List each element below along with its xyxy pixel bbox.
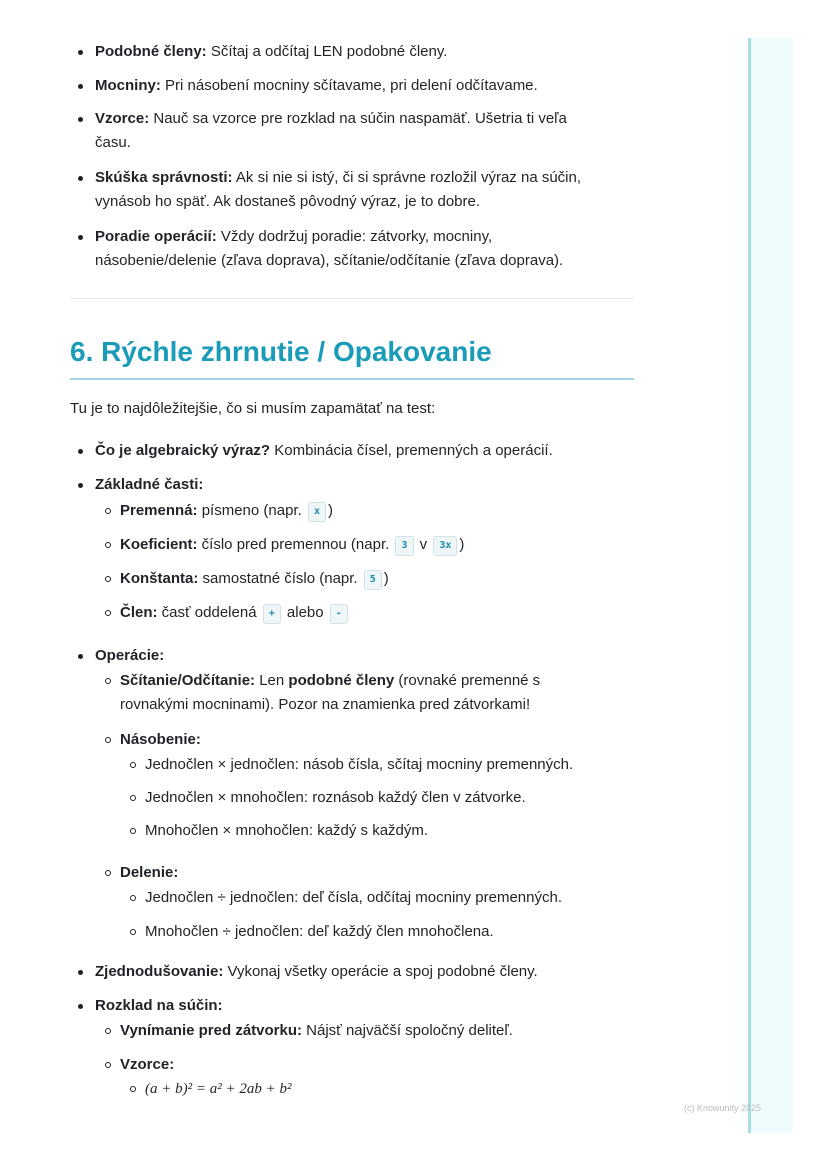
list-item: Násobenie: bbox=[120, 731, 201, 748]
code-chip: 3x bbox=[433, 536, 457, 556]
list-item: Vzorce: bbox=[120, 1056, 175, 1073]
list-item-cont: času. bbox=[95, 134, 131, 151]
list-item: Premenná: písmeno (napr. x ) bbox=[120, 501, 333, 522]
code-chip: - bbox=[330, 604, 348, 624]
list-item: Jednočlen × jednočlen: násob čísla, sčítaj mocniny premenných. bbox=[145, 756, 574, 773]
list-item: Rozklad na súčin: bbox=[95, 997, 223, 1014]
list-item: Delenie: bbox=[120, 864, 179, 881]
list-item: Vynímanie pred zátvorku: Nájsť najväčší spoločný deliteľ. bbox=[120, 1022, 513, 1039]
list-item: Jednočlen × mnohočlen: roznásob každý člen v zátvorke. bbox=[145, 789, 526, 806]
list-item: Podobné členy: Sčítaj a odčítaj LEN podobné členy. bbox=[95, 43, 448, 60]
code-chip: x bbox=[308, 502, 326, 522]
list-item: Jednočlen ÷ jednočlen: deľ čísla, odčítaj mocniny premenných. bbox=[145, 889, 563, 906]
list-item: Konštanta: samostatné číslo (napr. 5 ) bbox=[120, 569, 389, 590]
list-item-cont: rovnakými mocninami). Pozor na znamienka pred zátvorkami! bbox=[120, 696, 531, 713]
title-underline bbox=[70, 378, 634, 380]
list-item-cont: vynásob ho späť. Ak dostaneš pôvodný výraz, je to dobre. bbox=[95, 193, 481, 210]
list-item: Operácie: bbox=[95, 647, 165, 664]
intro-text: Tu je to najdôležitejšie, čo si musím zapamätať na test: bbox=[70, 400, 436, 417]
list-item: Zjednodušovanie: Vykonaj všetky operácie a spoj podobné členy. bbox=[95, 963, 538, 980]
list-item-cont: násobenie/delenie (zľava doprava), sčítanie/odčítanie (zľava doprava). bbox=[95, 252, 564, 269]
list-item: Poradie operácií: Vždy dodržuj poradie: zátvorky, mocniny, bbox=[95, 228, 493, 245]
footer-copyright: (c) Knowunity 2025 bbox=[684, 1103, 762, 1113]
list-item: Základné časti: bbox=[95, 476, 204, 493]
list-item: Skúška správnosti: Ak si nie si istý, či si správne rozložil výraz na súčin, bbox=[95, 169, 582, 186]
list-item: Čo je algebraický výraz? Kombinácia čísel, premenných a operácií. bbox=[95, 442, 553, 459]
section-title: 6. Rýchle zhrnutie / Opakovanie bbox=[70, 336, 492, 367]
list-item: Mocniny: Pri násobení mocniny sčítavame, pri delení odčítavame. bbox=[95, 77, 538, 94]
code-chip: 3 bbox=[395, 536, 413, 556]
side-panel bbox=[748, 38, 793, 1133]
code-chip: 5 bbox=[364, 570, 382, 590]
list-item: Mnohočlen ÷ jednočlen: deľ každý člen mnohočlena. bbox=[145, 923, 494, 940]
list-item: Člen: časť oddelená + alebo - bbox=[120, 603, 350, 624]
divider bbox=[70, 298, 634, 299]
list-item: Sčítanie/Odčítanie: Len podobné členy (rovnaké premenné s bbox=[120, 672, 541, 689]
list-item: Mnohočlen × mnohočlen: každý s každým. bbox=[145, 822, 429, 839]
list-item: Vzorce: Nauč sa vzorce pre rozklad na súčin naspamäť. Ušetria ti veľa bbox=[95, 110, 567, 127]
formula: (a + b)² = a² + 2ab + b² bbox=[145, 1081, 292, 1097]
code-chip: + bbox=[263, 604, 281, 624]
list-item: Koeficient: číslo pred premennou (napr. 3 v 3x ) bbox=[120, 535, 464, 556]
